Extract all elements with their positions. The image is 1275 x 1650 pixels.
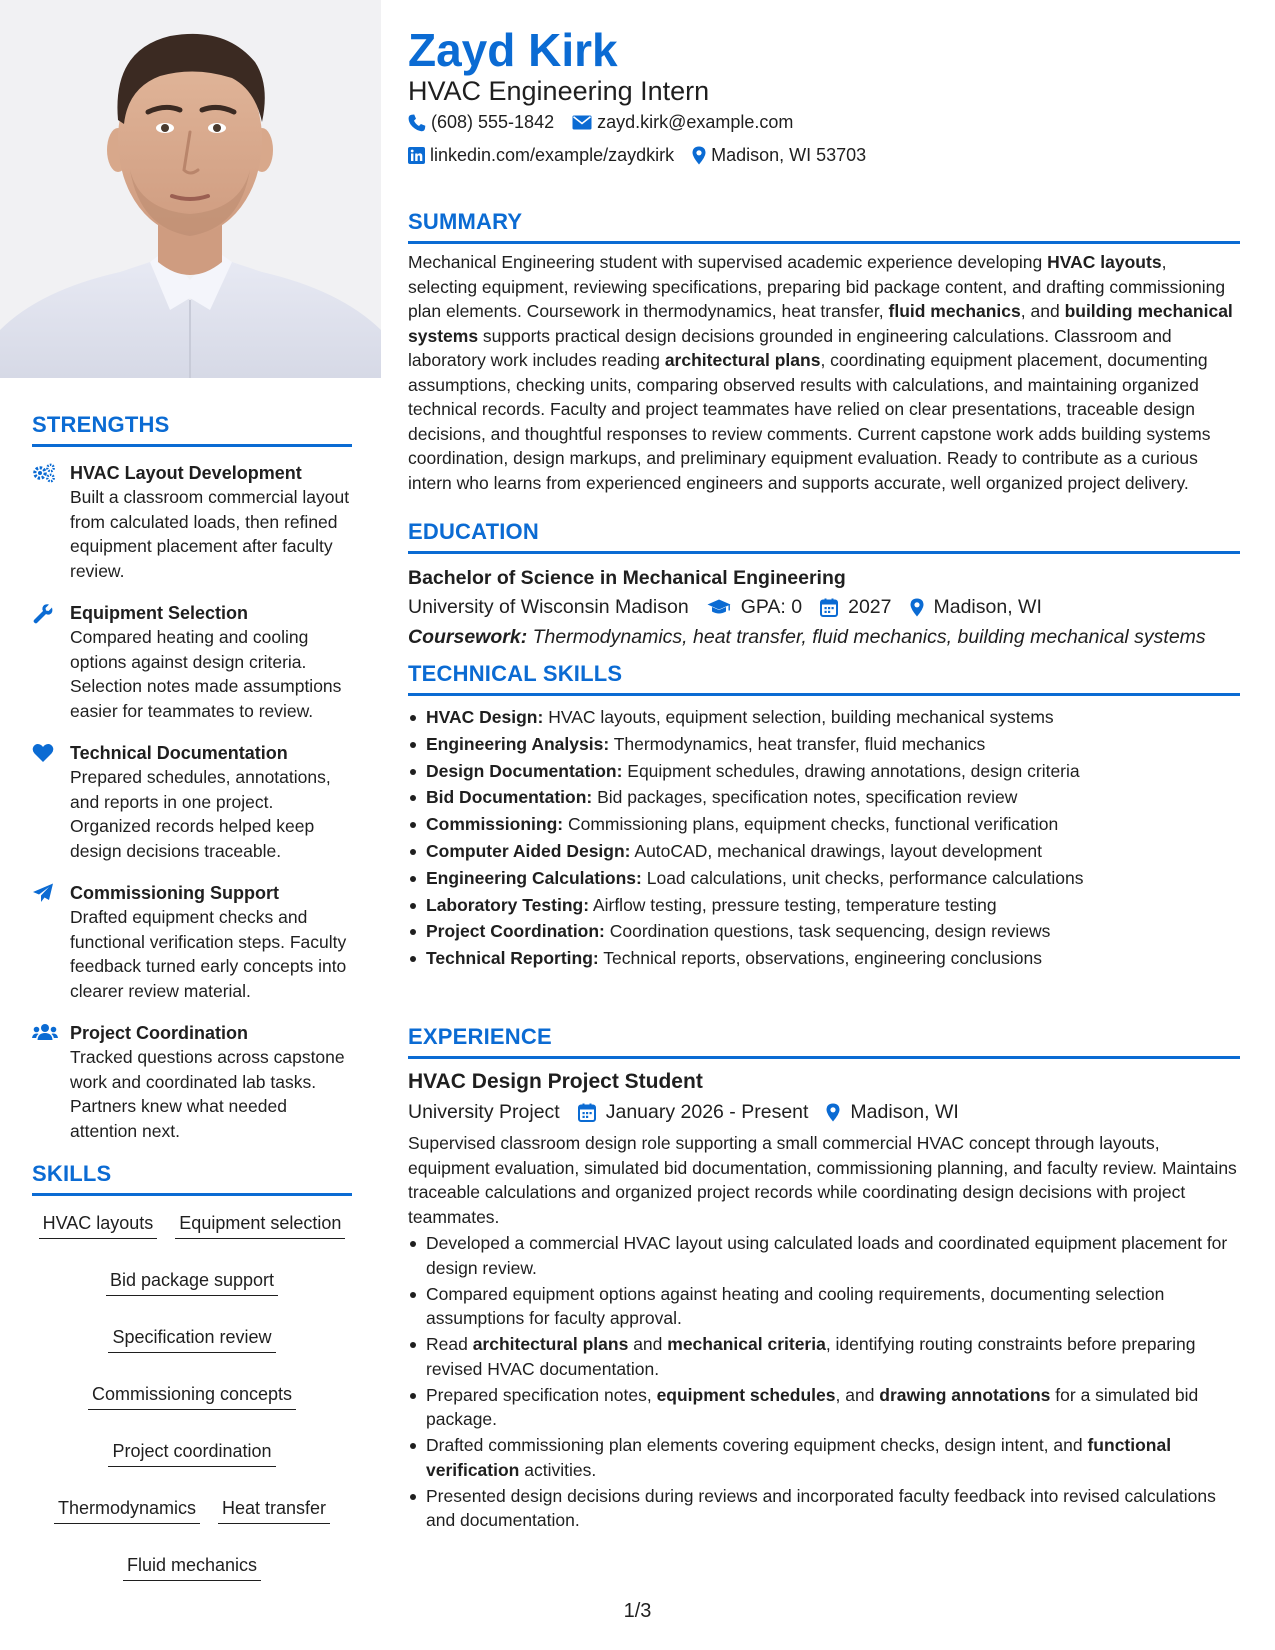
map-pin-icon — [692, 146, 706, 165]
skill-tag: HVAC layouts — [39, 1210, 158, 1239]
strength-title: Equipment Selection — [70, 603, 249, 623]
email-text: zayd.kirk@example.com — [597, 112, 794, 132]
email-contact[interactable] — [572, 112, 793, 133]
experience-title: EXPERIENCE — [408, 1024, 552, 1049]
skill-tag: Commissioning concepts — [88, 1381, 296, 1410]
users-icon — [32, 1021, 70, 1143]
section-divider — [32, 444, 352, 447]
map-pin-icon — [826, 1103, 840, 1122]
list-item: Developed a commercial HVAC layout using calculated loads and coordinated equipment placement for design review. — [408, 1231, 1240, 1280]
summary-section — [408, 209, 1240, 495]
linkedin-contact[interactable] — [408, 145, 674, 166]
strength-item — [32, 1021, 352, 1143]
list-item: Drafted commissioning plan elements covering equipment checks, design intent, and functional verification activities. — [408, 1433, 1240, 1482]
skills-section — [32, 1161, 352, 1581]
skill-tag: Specification review — [108, 1324, 275, 1353]
job-title: HVAC Design Project Student — [408, 1070, 703, 1093]
job-dates: January 2026 - Present — [578, 1097, 809, 1127]
section-divider — [32, 1193, 352, 1196]
list-item: Project Coordination: Coordination questions, task sequencing, design reviews — [408, 918, 1240, 945]
strength-title: Project Coordination — [70, 1023, 249, 1043]
strength-item — [32, 741, 352, 863]
section-divider — [408, 1056, 1240, 1059]
job-meta — [408, 1097, 1240, 1127]
coursework: Coursework: Thermodynamics, heat transfer, fluid mechanics, building mechanical systems — [408, 626, 1206, 648]
job-description: Supervised classroom design role supporting a small commercial HVAC concept through layouts, equipment evaluation, simulated bid documentation, commissioning planning, and faculty review. Maintains traceable calculations and organized project records while coordinating design decisions with project teammates. — [408, 1133, 1237, 1227]
strength-desc: Built a classroom commercial layout from calculated loads, then refined equipment placement after faculty review. — [70, 487, 350, 581]
education-location: Madison, WI — [910, 592, 1042, 622]
skill-tag: Heat transfer — [218, 1495, 330, 1524]
list-item: Prepared specification notes, equipment schedules, and drawing annotations for a simulated bid package. — [408, 1383, 1240, 1432]
heart-icon — [32, 741, 70, 863]
calendar-icon — [820, 598, 838, 617]
wrench-icon — [32, 601, 70, 723]
graduation-year: 2027 — [820, 592, 891, 622]
list-item: Compared equipment options against heating and cooling requirements, documenting selection assumptions for faculty approval. — [408, 1282, 1240, 1331]
strength-title: HVAC Layout Development — [70, 463, 302, 483]
section-divider — [408, 551, 1240, 554]
list-item: Presented design decisions during reviews and incorporated faculty feedback into revised calculations and documentation. — [408, 1484, 1240, 1533]
paper-plane-icon — [32, 881, 70, 1003]
left-column — [0, 0, 381, 1650]
strength-title: Technical Documentation — [70, 743, 288, 763]
skill-tag: Equipment selection — [175, 1210, 345, 1239]
section-divider — [408, 693, 1240, 696]
list-item: HVAC Design: HVAC layouts, equipment selection, building mechanical systems — [408, 704, 1240, 731]
section-divider — [408, 241, 1240, 244]
list-item: Laboratory Testing: Airflow testing, pressure testing, temperature testing — [408, 892, 1240, 919]
technical-skills-title: TECHNICAL SKILLS — [408, 661, 623, 686]
technical-skills-section — [408, 661, 1240, 972]
linkedin-icon — [408, 147, 425, 164]
candidate-name: Zayd Kirk — [408, 24, 618, 76]
graduation-cap-icon — [707, 599, 731, 616]
skill-tag: Thermodynamics — [54, 1495, 200, 1524]
list-item: Technical Reporting: Technical reports, observations, engineering conclusions — [408, 945, 1240, 972]
experience-section — [408, 1024, 1240, 1534]
education-meta — [408, 592, 1240, 622]
strength-desc: Drafted equipment checks and functional verification steps. Faculty feedback turned early concepts into clearer review material. — [70, 907, 347, 1001]
phone-icon — [408, 114, 426, 132]
profile-photo — [0, 0, 381, 378]
envelope-icon — [572, 115, 592, 130]
contact-row — [408, 112, 811, 133]
skill-tag: Bid package support — [106, 1267, 278, 1296]
job-location: Madison, WI — [826, 1097, 958, 1127]
technical-skills-list — [408, 704, 1240, 972]
skills-title: SKILLS — [32, 1161, 112, 1186]
strength-item — [32, 461, 352, 583]
strengths-list — [32, 461, 352, 1143]
skill-tag: Fluid mechanics — [123, 1552, 261, 1581]
strength-item — [32, 881, 352, 1003]
contact-row — [408, 145, 884, 166]
strength-item — [32, 601, 352, 723]
location-contact — [692, 145, 866, 166]
calendar-icon — [578, 1103, 596, 1122]
list-item: Computer Aided Design: AutoCAD, mechanical drawings, layout development — [408, 838, 1240, 865]
strengths-section — [32, 412, 352, 1143]
page-number: 1/3 — [623, 1600, 652, 1622]
list-item: Design Documentation: Equipment schedules, drawing annotations, design criteria — [408, 758, 1240, 785]
strengths-title: STRENGTHS — [32, 412, 170, 437]
linkedin-text: linkedin.com/example/zaydkirk — [430, 145, 675, 165]
degree-name: Bachelor of Science in Mechanical Engineering — [408, 567, 846, 589]
strength-desc: Compared heating and cooling options against design criteria. Selection notes made assumptions easier for teammates to review. — [70, 627, 342, 721]
location-text: Madison, WI 53703 — [711, 145, 867, 165]
school-name: University of Wisconsin Madison — [408, 596, 689, 618]
candidate-role: HVAC Engineering Intern — [408, 76, 710, 106]
list-item: Engineering Analysis: Thermodynamics, heat transfer, fluid mechanics — [408, 731, 1240, 758]
left-content — [32, 412, 352, 1581]
gears-icon — [32, 461, 70, 583]
list-item: Engineering Calculations: Load calculations, unit checks, performance calculations — [408, 865, 1240, 892]
skill-tag: Project coordination — [108, 1438, 275, 1467]
phone-contact[interactable] — [408, 112, 554, 133]
summary-title: SUMMARY — [408, 209, 523, 234]
gpa: GPA: 0 — [707, 592, 802, 622]
education-section — [408, 519, 1240, 652]
portrait-illustration — [0, 0, 381, 378]
list-item: Commissioning: Commissioning plans, equipment checks, functional verification — [408, 811, 1240, 838]
experience-bullets — [408, 1231, 1240, 1533]
phone-text: (608) 555-1842 — [431, 112, 555, 132]
strength-desc: Prepared schedules, annotations, and reports in one project. Organized records helped keep design decisions traceable. — [70, 767, 331, 861]
strength-title: Commissioning Support — [70, 883, 279, 903]
list-item: Bid Documentation: Bid packages, specification notes, specification review — [408, 784, 1240, 811]
map-pin-icon — [910, 598, 924, 617]
strength-desc: Tracked questions across capstone work and coordinated lab tasks. Partners knew what needed attention next. — [70, 1047, 345, 1141]
list-item: Read architectural plans and mechanical criteria, identifying routing constraints before preparing revised HVAC documentation. — [408, 1332, 1240, 1381]
skills-tags — [32, 1210, 352, 1581]
summary-text: Mechanical Engineering student with supervised academic experience developing HVAC layouts, selecting equipment, reviewing specifications, preparing bid package content, and drafting commissioning plan elements. Coursework in thermodynamics, heat transfer, fluid mechanics, and building mechanical systems supports practical design decisions grounded in engineering calculations. Classroom and laboratory work includes reading architectural plans, coordinating equipment placement, documenting assumptions, checking units, comparing observed results with calculations, and maintaining organized technical records. Faculty and project teammates have relied on clear presentations, traceable design decisions, and thoughtful responses to review comments. Current capstone work adds building systems coordination, design markups, and preliminary equipment evaluation. Ready to contribute as a curious intern who learns from experienced engineers and supports accurate, well organized project delivery. — [408, 252, 1233, 493]
education-title: EDUCATION — [408, 519, 539, 544]
organization: University Project — [408, 1101, 560, 1123]
